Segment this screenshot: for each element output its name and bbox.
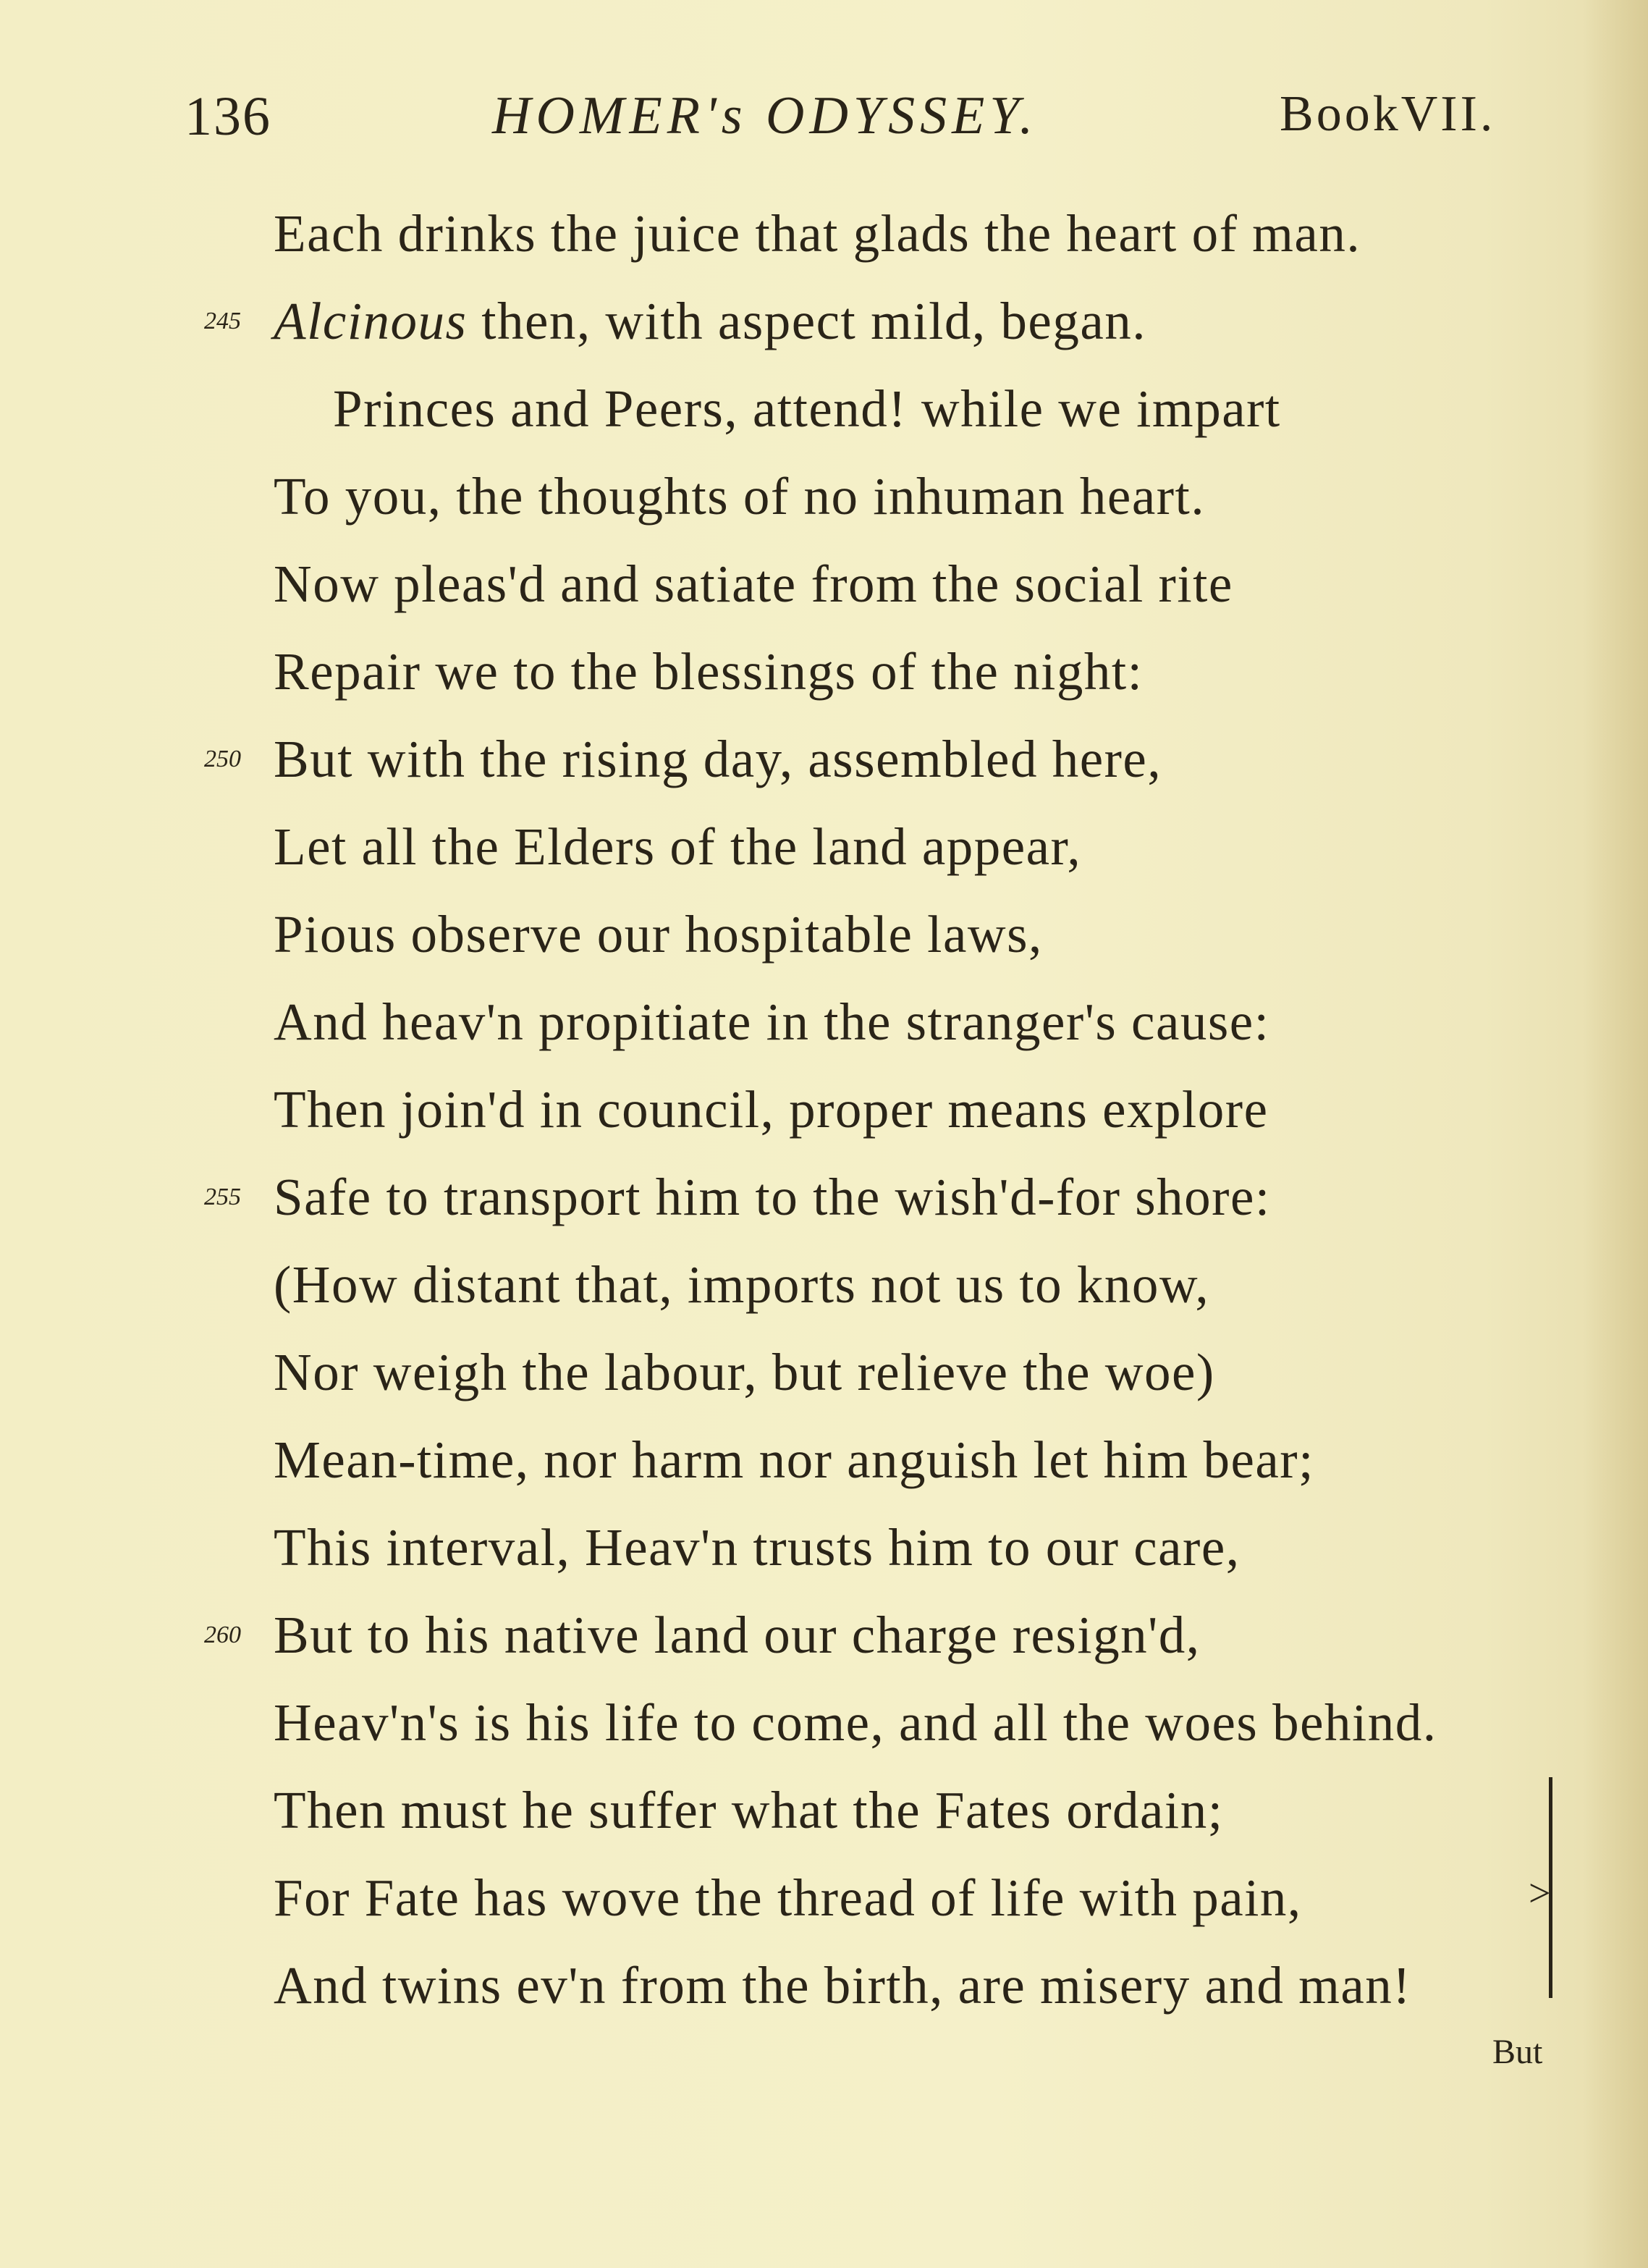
verse-line — [274, 632, 1143, 712]
verse-line — [274, 457, 1205, 536]
verse-line — [274, 1771, 1223, 1850]
triplet-brace-point: > — [1529, 1871, 1551, 1915]
book-word: Book — [1280, 86, 1401, 142]
verse-text: For Fate has wove the thread of life with pain, — [274, 1868, 1302, 1927]
book-numeral: VII. — [1400, 86, 1496, 142]
verse-line — [274, 1946, 1411, 2025]
verse-text: (How distant that, imports not us to know, — [274, 1255, 1210, 1314]
verse-line — [333, 369, 1281, 449]
line-number: 255 — [204, 1184, 241, 1210]
catchword: But — [1492, 2033, 1543, 2071]
verse-text: But with the rising day, assembled here, — [274, 730, 1162, 788]
verse-line — [274, 895, 1043, 974]
verse-line — [274, 194, 1361, 274]
verse-line — [274, 1858, 1302, 1938]
verse-text: Pious observe our hospitable laws, — [274, 905, 1043, 964]
verse-text: Each drinks the juice that glads the heart of man. — [274, 204, 1361, 263]
line-number: 245 — [204, 308, 241, 334]
verse-text: Safe to transport him to the wish'd-for shore: — [274, 1168, 1271, 1226]
verse-line — [274, 1245, 1209, 1325]
verse-text: then, with aspect mild, began. — [481, 292, 1146, 350]
verse-text: And twins ev'n from the birth, are misery and man! — [274, 1956, 1412, 2015]
verse-line — [274, 1070, 1269, 1150]
page-number: 136 — [185, 86, 271, 147]
verse-line — [274, 1420, 1314, 1500]
book-title: HOMER's ODYSSEY. — [492, 86, 1039, 146]
verse-line — [274, 1683, 1437, 1763]
verse-text: Now pleas'd and satiate from the social rite — [274, 555, 1233, 613]
verse-line — [274, 982, 1269, 1062]
verse-text: Repair we to the blessings of the night: — [274, 642, 1144, 701]
verse-line — [274, 807, 1081, 887]
verse-text: Let all the Elders of the land appear, — [274, 817, 1082, 876]
verse-text: To you, the thoughts of no inhuman heart. — [274, 467, 1206, 526]
verse-text: Mean-time, nor harm nor anguish let him bear; — [274, 1430, 1314, 1489]
line-number: 250 — [204, 746, 241, 772]
verse-text: Then join'd in council, proper means explore — [274, 1080, 1269, 1139]
verse-text: Nor weigh the labour, but relieve the woe) — [274, 1343, 1215, 1401]
verse-text: Princes and Peers, attend! while we impart — [333, 379, 1281, 438]
verse-line — [274, 1333, 1215, 1412]
verse-text: But to his native land our charge resign'd, — [274, 1606, 1201, 1664]
verse-text: Then must he suffer what the Fates ordain; — [274, 1781, 1224, 1839]
verse-line — [274, 1595, 1201, 1675]
verse-line — [274, 1508, 1241, 1588]
verse-line — [274, 1158, 1271, 1237]
verse-name-italic: Alcinous — [274, 292, 468, 350]
verse-line — [274, 282, 1146, 361]
verse-line — [274, 544, 1233, 624]
verse-text: And heav'n propitiate in the stranger's cause: — [274, 992, 1270, 1051]
verse-text: Heav'n's is his life to come, and all the woes behind. — [274, 1693, 1437, 1752]
line-number: 260 — [204, 1622, 241, 1648]
verse-text: This interval, Heav'n trusts him to our care, — [274, 1518, 1241, 1577]
verse-line — [274, 720, 1162, 799]
